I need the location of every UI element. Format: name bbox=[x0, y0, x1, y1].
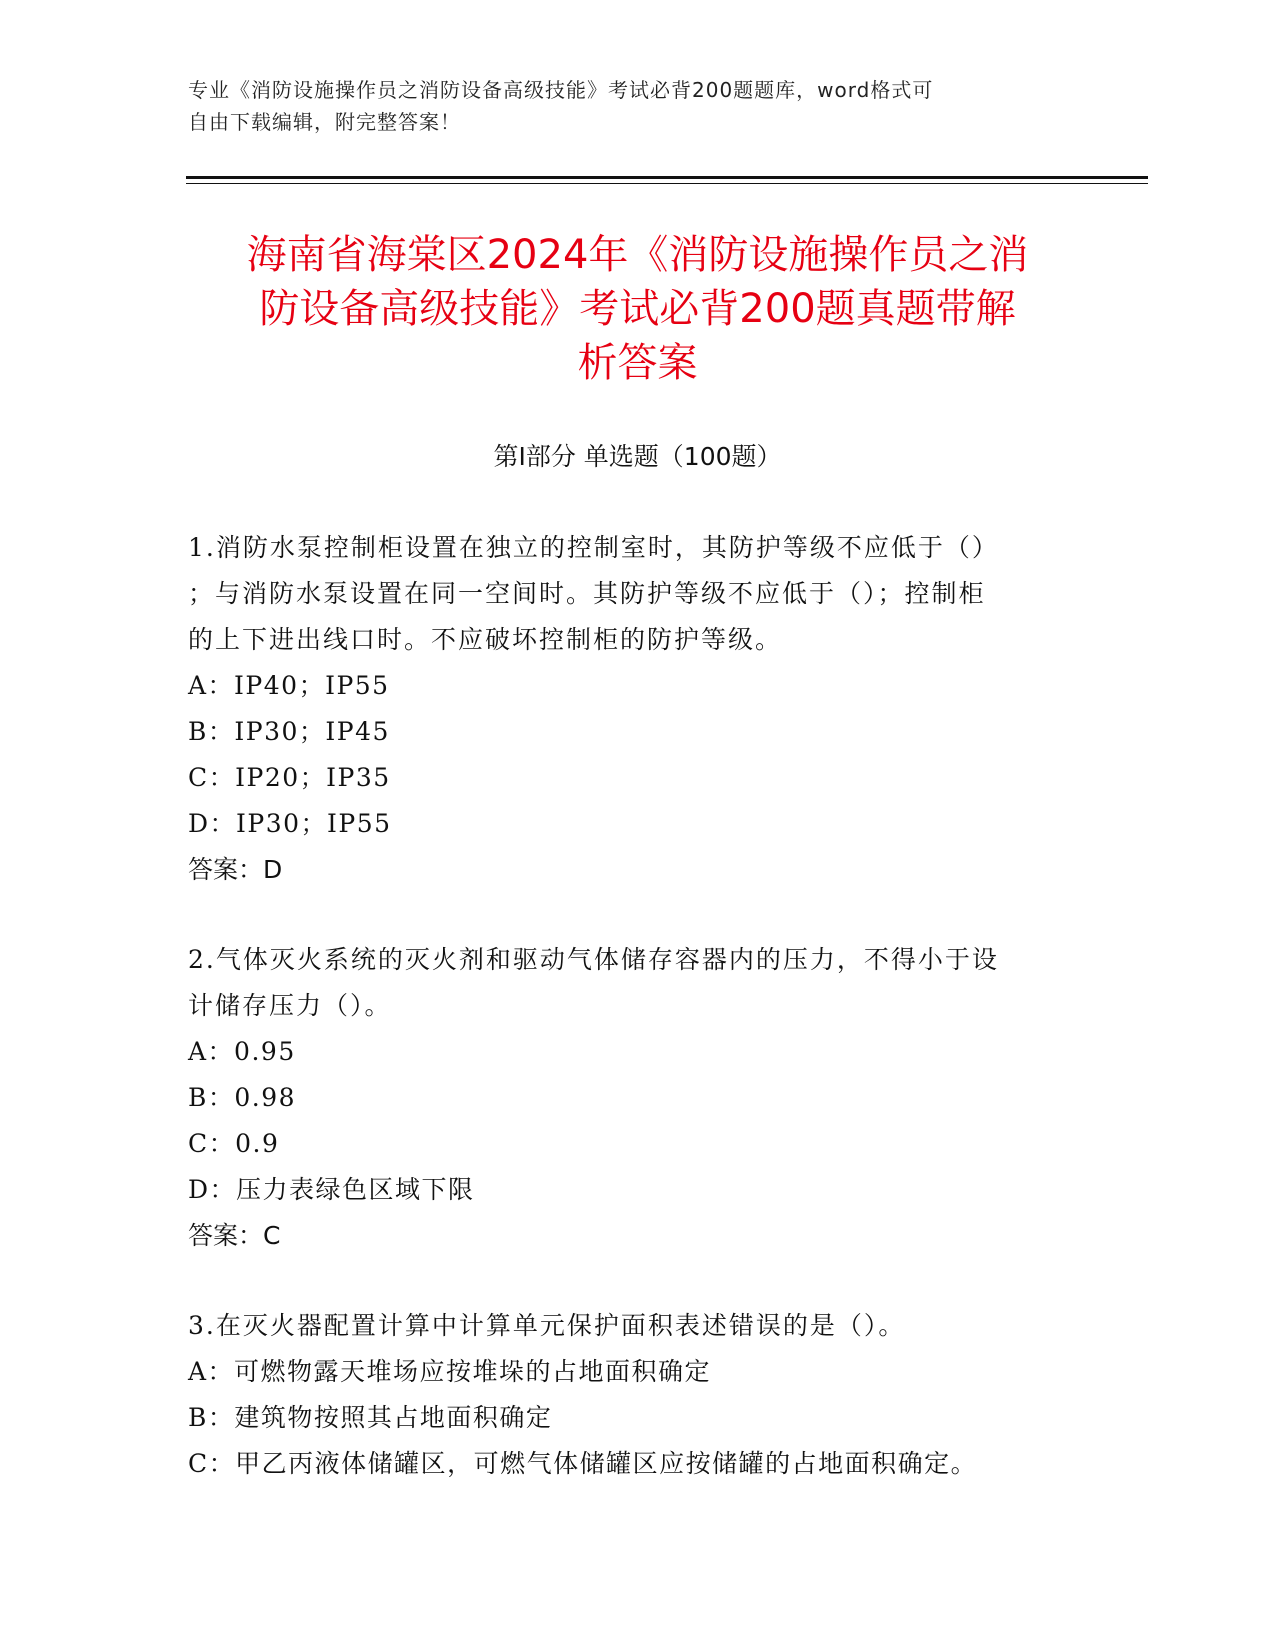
question-stem-line: 1.消防水泵控制柜设置在独立的控制室时，其防护等级不应低于（） bbox=[188, 533, 999, 562]
option-a: A：可燃物露天堆场应按堆垛的占地面积确定 bbox=[188, 1357, 712, 1386]
option-a: A：0.95 bbox=[188, 1037, 296, 1066]
question-list bbox=[188, 525, 1073, 1531]
header-note-line2: 自由下载编辑，附完整答案！ bbox=[188, 110, 461, 134]
option-d: D：压力表绿色区域下限 bbox=[188, 1175, 475, 1204]
header-note bbox=[188, 74, 1088, 138]
header-divider-thick bbox=[186, 176, 1148, 179]
question-3 bbox=[188, 1303, 1073, 1487]
section-title: 第Ⅰ部分 单选题（100题） bbox=[493, 442, 782, 471]
question-stem-line: 2.气体灭火系统的灭火剂和驱动气体储存容器内的压力，不得小于设 bbox=[188, 945, 999, 974]
header-divider-thin bbox=[186, 183, 1148, 184]
option-c: C：IP20；IP35 bbox=[188, 763, 391, 792]
document-title-line3: 析答案 bbox=[577, 340, 698, 386]
question-2 bbox=[188, 937, 1073, 1259]
answer: 答案：D bbox=[188, 855, 283, 884]
document-title-line2: 防设备高级技能》考试必背200题真题带解 bbox=[259, 286, 1016, 332]
option-d: D：IP30；IP55 bbox=[188, 809, 392, 838]
header-note-line1: 专业《消防设施操作员之消防设备高级技能》考试必背200题题库，word格式可 bbox=[188, 78, 934, 102]
question-1 bbox=[188, 525, 1073, 893]
option-a: A：IP40；IP55 bbox=[188, 671, 390, 700]
document-title bbox=[150, 228, 1125, 390]
option-b: B：0.98 bbox=[188, 1083, 297, 1112]
option-c: C：0.9 bbox=[188, 1129, 280, 1158]
question-stem-line: 3.在灭火器配置计算中计算单元保护面积表述错误的是（）。 bbox=[188, 1311, 906, 1340]
option-b: B：IP30；IP45 bbox=[188, 717, 390, 746]
document-title-line1: 海南省海棠区2024年《消防设施操作员之消 bbox=[246, 232, 1029, 278]
option-c: C：甲乙丙液体储罐区，可燃气体储罐区应按储罐的占地面积确定。 bbox=[188, 1449, 978, 1478]
option-b: B：建筑物按照其占地面积确定 bbox=[188, 1403, 553, 1432]
question-stem-line: 的上下进出线口时。不应破坏控制柜的防护等级。 bbox=[188, 625, 783, 654]
question-stem-line: 计储存压力（）。 bbox=[188, 991, 392, 1020]
answer: 答案：C bbox=[188, 1221, 281, 1250]
question-stem-line: ；与消防水泵设置在同一空间时。其防护等级不应低于（）；控制柜 bbox=[188, 579, 986, 608]
